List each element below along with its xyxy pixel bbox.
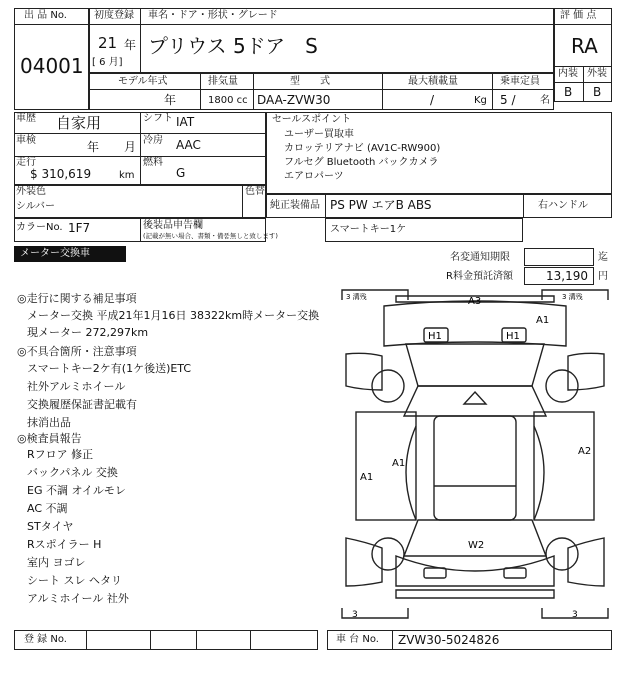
note-line: メーター交換 平成21年1月16日 38322km時メーター交換 xyxy=(27,309,320,322)
mileage-value: $ 310,619 xyxy=(30,167,92,181)
damage-mark: H1 xyxy=(428,331,442,342)
sales-point-line: カロッテリアナビ (AV1C-RW900) xyxy=(284,143,441,154)
note-line: Rスポイラー H xyxy=(27,538,102,551)
interior-score: B xyxy=(564,85,573,99)
tire-label-front-left: 3 溝残 xyxy=(346,293,367,301)
history-label: 車歴 xyxy=(16,113,36,124)
history-value: 自家用 xyxy=(56,114,102,132)
max-load-unit: Kg xyxy=(474,95,487,106)
model-year-label: モデル年式 xyxy=(118,76,168,87)
recycle-label: R料金預託済額 xyxy=(446,271,513,282)
note-line: スマートキー2ケ有(1ケ後送)ETC xyxy=(27,362,192,375)
shift-value: IAT xyxy=(176,115,195,129)
color-label: 外装色 xyxy=(16,186,46,197)
note-line: 交換履歴保証書記載有 xyxy=(27,398,137,411)
note-line: 抹消出品 xyxy=(27,416,71,429)
fuel-label: 燃料 xyxy=(143,157,163,168)
handle-value: 右ハンドル xyxy=(538,200,588,211)
type-label: 型 式 xyxy=(290,76,330,87)
max-load-value: / xyxy=(430,93,435,107)
model-year-unit: 年 xyxy=(164,93,177,107)
exterior-label: 外装 xyxy=(587,68,607,79)
meter-exchange-text: メーター交換車 xyxy=(20,248,90,259)
sales-point-line: ユーザー買取車 xyxy=(284,129,354,140)
year-unit: 年 xyxy=(124,38,137,52)
note-line: STタイヤ xyxy=(27,520,74,533)
deadline-label: 名変通知期限 xyxy=(450,252,510,263)
reg-year: 21 xyxy=(98,34,118,52)
registration-label: 登 録 No. xyxy=(24,634,67,645)
tire-label-rear-right: 3 xyxy=(572,610,578,620)
note-line: 室内 ヨゴレ xyxy=(27,556,86,569)
score-label: 評 価 点 xyxy=(560,10,597,21)
capacity-value: 5 / xyxy=(500,93,516,107)
damage-mark: A3 xyxy=(468,296,482,307)
tire-label-rear-left: 3 xyxy=(352,610,358,620)
inspection-month: 月 xyxy=(124,140,137,154)
car-condition-diagram xyxy=(336,286,614,624)
damage-mark: A1 xyxy=(392,458,406,469)
reg-month: [ 6 月] xyxy=(92,57,123,68)
inspection-year: 年 xyxy=(87,140,100,154)
ac-value: AAC xyxy=(176,138,201,152)
aftermarket-label: 後装品申告欄 xyxy=(143,220,203,231)
damage-mark: A1 xyxy=(536,315,550,326)
note-line: ◎走行に関する補足事項 xyxy=(17,292,137,305)
type-value: DAA-ZVW30 xyxy=(257,93,331,107)
score-value: RA xyxy=(571,34,598,58)
note-line: アルミホイール 社外 xyxy=(27,592,129,605)
aftermarket-note: (記載が無い場合、書類・備품無しと致します) xyxy=(143,232,278,240)
note-line: 現メーター 272,297km xyxy=(27,326,149,339)
repaint-label: 色替 xyxy=(245,186,265,197)
displacement-label: 排気量 xyxy=(208,76,238,87)
first-reg-label: 初度登録 xyxy=(94,10,134,21)
damage-mark: A1 xyxy=(360,472,374,483)
tire-label-front-right: 3 溝残 xyxy=(562,293,583,301)
note-line: Rフロア 修正 xyxy=(27,448,94,461)
inspection-label: 車検 xyxy=(16,135,36,146)
interior-label: 内装 xyxy=(558,68,578,79)
exterior-score: B xyxy=(593,85,602,99)
car-name-label: 車名・ドア・形状・グレード xyxy=(148,10,278,21)
color-value: シルバー xyxy=(16,201,56,212)
key-value: スマートキー1ケ xyxy=(330,224,407,235)
damage-mark: H1 xyxy=(506,331,520,342)
damage-mark: W2 xyxy=(468,540,485,551)
note-line: AC 不調 xyxy=(27,502,68,515)
capacity-unit: 名 xyxy=(540,95,550,106)
ac-label: 冷房 xyxy=(143,135,163,146)
chassis-no: ZVW30-5024826 xyxy=(398,633,500,647)
deadline-unit: 迄 xyxy=(598,252,608,263)
deadline-box xyxy=(524,248,594,266)
note-line: シート スレ ヘタリ xyxy=(27,574,122,587)
mileage-unit: km xyxy=(119,170,135,181)
lot-label: 出 品 No. xyxy=(24,10,67,21)
chassis-label: 車 台 No. xyxy=(336,634,379,645)
sales-point-line: エアロパーツ xyxy=(284,171,344,182)
mileage-label: 走行 xyxy=(16,157,36,168)
capacity-label: 乗車定員 xyxy=(500,76,540,87)
lot-number: 04001 xyxy=(20,54,84,78)
equipment-label: 純正装備品 xyxy=(270,200,320,211)
sales-points-label: セールスポイント xyxy=(272,114,352,125)
car-name: プリウス 5ドア S xyxy=(148,34,318,58)
color-no-value: 1F7 xyxy=(68,221,91,235)
recycle-unit: 円 xyxy=(598,271,608,282)
max-load-label: 最大積載量 xyxy=(408,76,458,87)
note-line: 社外アルミホイール xyxy=(27,380,126,393)
recycle-amount: 13,190 xyxy=(546,269,588,283)
color-no-label: カラーNo. xyxy=(16,222,63,233)
note-line: ◎不具合箇所・注意事項 xyxy=(17,345,137,358)
shift-label: シフト xyxy=(143,113,173,124)
displacement-value: 1800 cc xyxy=(208,95,248,106)
damage-mark: A2 xyxy=(578,446,592,457)
note-line: バックパネル 交換 xyxy=(27,466,118,479)
sales-point-line: フルセグ Bluetooth バックカメラ xyxy=(284,157,439,168)
note-line: ◎検査員報告 xyxy=(17,432,82,445)
equipment-value: PS PW エアB ABS xyxy=(330,198,432,212)
note-line: EG 不調 オイルモレ xyxy=(27,484,126,497)
fuel-value: G xyxy=(176,166,186,180)
